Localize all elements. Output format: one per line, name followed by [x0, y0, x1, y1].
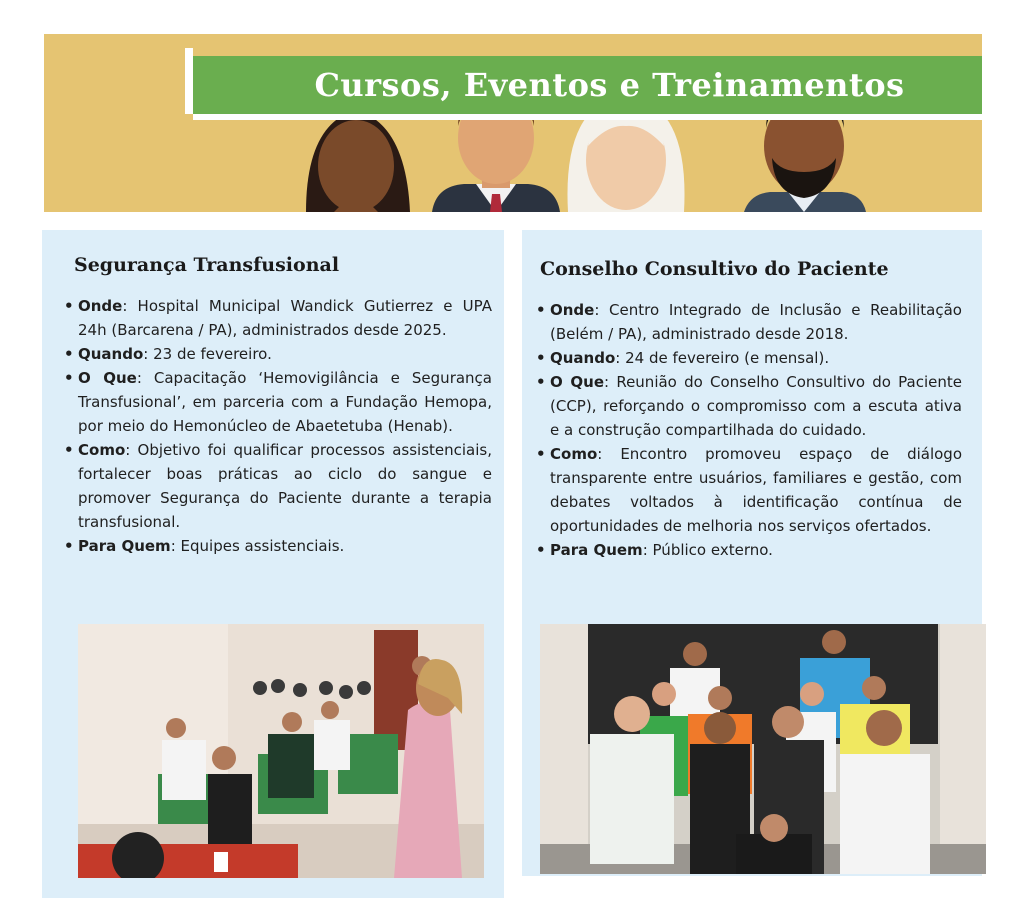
title-bar	[193, 56, 982, 120]
photo-group-meeting	[540, 624, 986, 874]
text-para-quem: : Equipes assistenciais.	[170, 537, 345, 555]
text-o-que: : Reunião do Conselho Consultivo do Paciente (CCP), reforçando o compromisso com a escuta ativa e a construção compartilhada do cuidado.	[550, 373, 963, 439]
label-como: Como	[78, 441, 126, 459]
text-quando: : 24 de fevereiro (e mensal).	[615, 349, 830, 367]
header-banner	[44, 34, 982, 212]
label-o-que: O Que	[550, 373, 605, 391]
text-como: : Objetivo foi qualificar processos assistenciais, fortalecer boas práticas ao ciclo do sangue e promover Segurança do Paciente durante a terapia transfusional.	[78, 441, 492, 531]
details-list-left	[64, 294, 492, 558]
panel-title-right: Conselho Consultivo do Paciente	[540, 258, 889, 280]
label-para-quem: Para Quem	[78, 537, 171, 555]
label-como: Como	[550, 445, 598, 463]
text-onde: : Centro Integrado de Inclusão e Reabilitação (Belém / PA), administrado desde 2018.	[550, 301, 962, 343]
list-item-como	[536, 442, 962, 538]
text-quando: : 23 de fevereiro.	[143, 345, 272, 363]
text-o-que: : Capacitação ‘Hemovigilância e Segurança Transfusional’, em parceria com a Fundação Hemopa, por meio do Hemonúcleo de Abaetetuba (Henab).	[78, 369, 492, 435]
page-title: Cursos, Eventos e Treinamentos	[314, 66, 905, 104]
text-como: : Encontro promoveu espaço de diálogo transparente entre usuários, familiares e gestão, com debates voltados à identificação contínua de oportunidades de melhoria nos serviços ofertados.	[550, 445, 962, 535]
details-list-right	[536, 298, 962, 562]
list-item-quando	[64, 342, 492, 366]
list-item-quando	[536, 346, 962, 370]
label-para-quem: Para Quem	[550, 541, 643, 559]
label-quando: Quando	[550, 349, 616, 367]
label-onde: Onde	[78, 297, 123, 315]
list-item-o-que	[536, 370, 962, 442]
person-woman-dark-hair	[306, 110, 410, 212]
banner-notch	[185, 48, 193, 114]
list-item-onde	[64, 294, 492, 342]
label-o-que: O Que	[78, 369, 137, 387]
photo-training-session	[78, 624, 484, 878]
text-para-quem: : Público externo.	[642, 541, 773, 559]
list-item-como	[64, 438, 492, 534]
label-quando: Quando	[78, 345, 144, 363]
list-item-para-quem	[536, 538, 962, 562]
panel-seguranca-transfusional	[42, 230, 504, 898]
panel-conselho-consultivo	[522, 230, 982, 876]
list-item-para-quem	[64, 534, 492, 558]
list-item-onde	[536, 298, 962, 346]
panel-title-left: Segurança Transfusional	[74, 254, 340, 276]
list-item-o-que	[64, 366, 492, 438]
label-onde: Onde	[550, 301, 595, 319]
text-onde: : Hospital Municipal Wandick Gutierrez e UPA 24h (Barcarena / PA), administrados desde 2025.	[78, 297, 492, 339]
